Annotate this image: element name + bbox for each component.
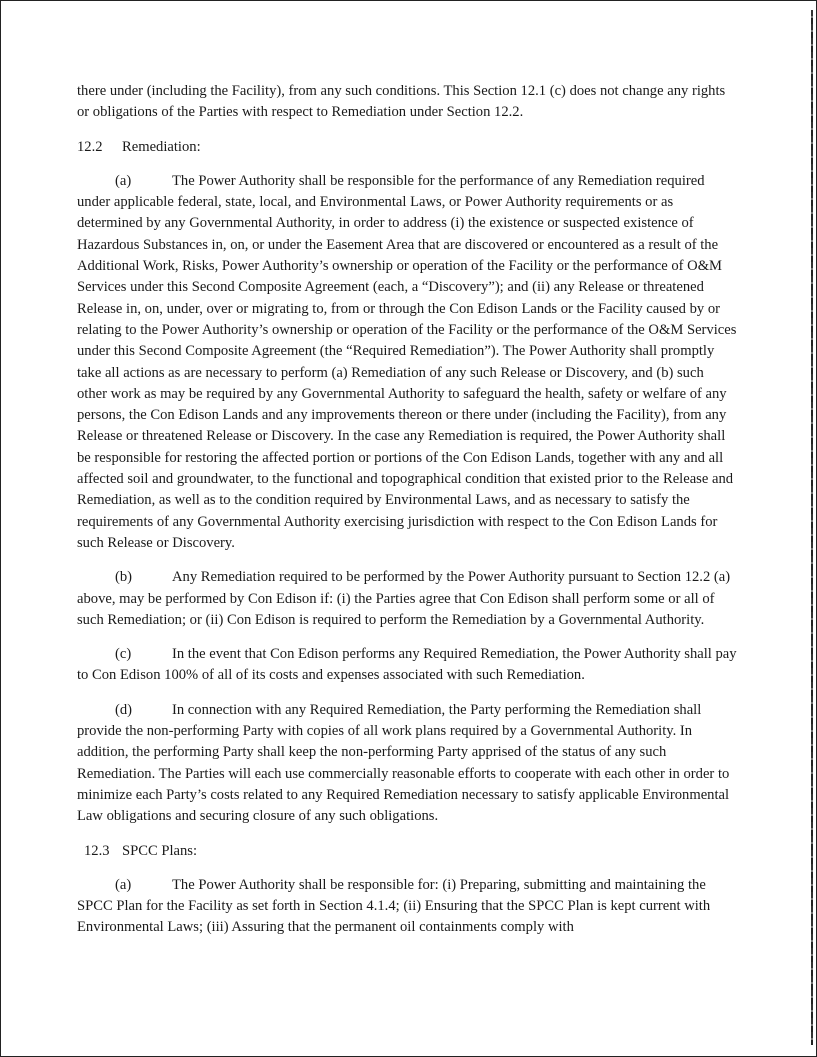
subsection-text: In the event that Con Edison performs any Required Remediation, the Power Authority shall pay to Con Edison 100% of all of its costs and expenses associated with such Remediation.: [77, 646, 737, 684]
subsection-label: (a): [115, 876, 132, 893]
section-title: SPCC Plans:: [122, 842, 198, 859]
section-title: Remediation:: [122, 138, 201, 155]
subsection-label: (b): [115, 569, 133, 586]
section-12-2-heading: [77, 137, 737, 158]
subsection-text: The Power Authority shall be responsible for: (i) Preparing, submitting and maintaining the SPCC Plan for the Facility as set forth in Section 4.1.4; (ii) Ensuring that the SPCC Plan is kept current with Environmental Laws; (iii) Assuring that the permanent oil containments comply with: [77, 876, 711, 936]
section-12-2-b: [77, 567, 737, 631]
scan-edge-artifact: [811, 10, 813, 1045]
subsection-text: In connection with any Required Remediation, the Party performing the Remediation shall provide the non-performing Party with copies of all work plans required by a Governmental Authority. In addition, the performing Party shall keep the non-performing Party apprised of the status of any such Remediation. The Parties will each use commercially reasonable efforts to cooperate with each other in order to minimize each Party’s costs related to any Required Remediation necessary to satisfy applicable Environmental Law obligations and securing closure of any such obligations.: [77, 701, 730, 825]
subsection-label: (d): [115, 701, 133, 718]
section-12-3-a: [77, 875, 737, 939]
document-body: [77, 81, 737, 952]
subsection-text: The Power Authority shall be responsible for the performance of any Remediation required under applicable federal, state, local, and Environmental Laws, or Power Authority requirements or as determined by any Governmental Authority, in order to address (i) the existence or suspected existence of Hazardous Substances in, on, or under the Easement Area that are discovered or encountered as a result of the Additional Work, Risks, Power Authority’s ownership or operation of the Facility or the performance of O&M Services under this Second Composite Agreement (each, a “Discovery”); and (ii) any Release or threatened Release in, on, under, over or migrating to, from or through the Con Edison Lands or the Facility caused by or relating to the Power Authority’s ownership or operation of the Facility or the performance of the O&M Services under this Second Composite Agreement (the “Required Remediation”). The Power Authority shall promptly take all actions as are necessary to perform (a) Remediation of any such Release or Discovery, and (b) such other work as may be required by any Governmental Authority to safeguard the health, safety or welfare of any persons, the Con Edison Lands and any improvements thereon or there under (including the Facility), from any Release or threatened Release or Discovery. In the case any Remediation is required, the Power Authority shall be responsible for restoring the affected portion or portions of the Con Edison Lands, together with any and all affected soil and groundwater, to the functional and topographical condition that existed prior to the Release and Remediation, as well as to the condition required by Environmental Laws, and as necessary to satisfy the requirements of any Governmental Authority exercising jurisdiction with respect to the Con Edison Lands for such Release or Discovery.: [77, 172, 737, 551]
intro-paragraph: there under (including the Facility), from any such conditions. This Section 12.1 (c) does not change any rights or obligations of the Parties with respect to Remediation under Section 12.2.: [77, 83, 726, 121]
subsection-text: Any Remediation required to be performed by the Power Authority pursuant to Section 12.2 (a) above, may be performed by Con Edison if: (i) the Parties agree that Con Edison shall perform some or all of such Remediation; or (ii) Con Edison is required to perform the Remediation by a Governmental Authority.: [77, 569, 731, 628]
section-12-2-a: [77, 171, 737, 554]
section-12-2-c: [77, 644, 737, 687]
section-12-2-d: [77, 700, 737, 828]
section-number: 12.3: [84, 842, 110, 859]
section-12-3-heading: [77, 841, 737, 862]
subsection-label: (a): [115, 172, 132, 189]
section-number: 12.2: [77, 138, 103, 155]
subsection-label: (c): [115, 646, 132, 663]
